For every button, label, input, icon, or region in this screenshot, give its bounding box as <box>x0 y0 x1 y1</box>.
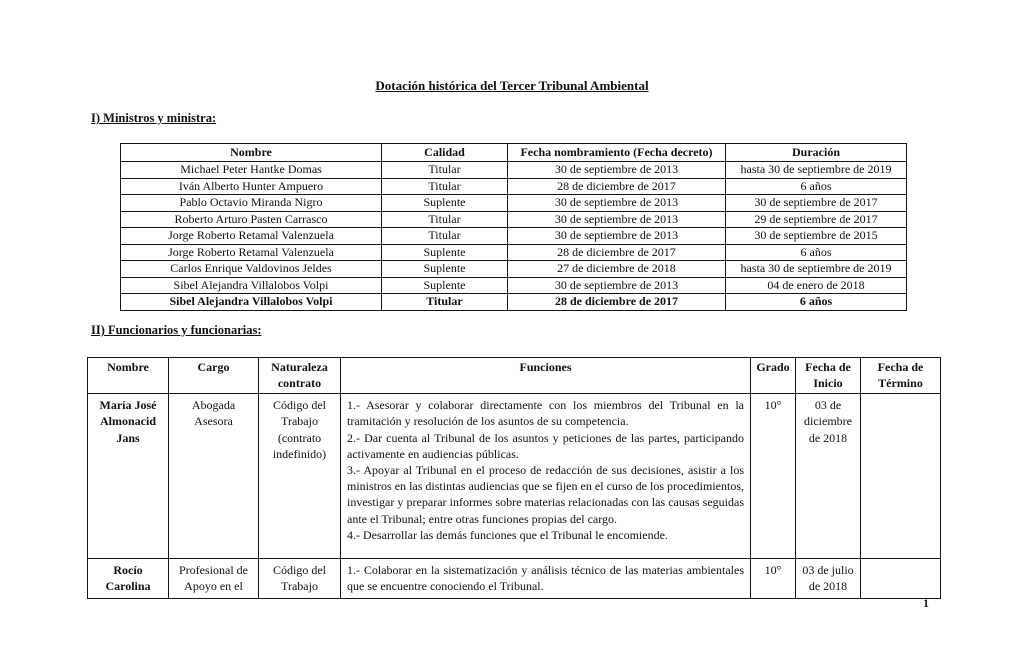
column-header: Nombre <box>88 358 169 394</box>
funcionarios-table <box>87 357 941 599</box>
ministros-table <box>120 143 907 311</box>
table-cell: 6 años <box>726 244 907 261</box>
table-cell: Jorge Roberto Retamal Valenzuela <box>121 228 382 245</box>
table-cell: Iván Alberto Hunter Ampuero <box>121 178 382 195</box>
table-cell: 30 de septiembre de 2015 <box>726 228 907 245</box>
table-row <box>121 244 907 261</box>
page-number: 1 <box>923 598 929 610</box>
cell-grado: 10° <box>751 559 796 599</box>
table-cell: hasta 30 de septiembre de 2019 <box>726 261 907 278</box>
table-cell: 30 de septiembre de 2017 <box>726 195 907 212</box>
table-cell: Pablo Octavio Miranda Nigro <box>121 195 382 212</box>
cell-termino <box>861 394 941 559</box>
table-cell: Titular <box>382 228 508 245</box>
table-cell: hasta 30 de septiembre de 2019 <box>726 162 907 179</box>
table-cell: Sibel Alejandra Villalobos Volpi <box>121 294 382 311</box>
table-row <box>121 195 907 212</box>
table-cell: 30 de septiembre de 2013 <box>508 211 726 228</box>
funcion-paragraph: 1.- Asesorar y colaborar directamente con los miembros del Tribunal en la tramitación y resolución de los asuntos de su competencia. <box>347 398 744 429</box>
table-row <box>88 394 941 559</box>
funcion-paragraph: 1.- Colaborar en la sistematización y análisis técnico de las materias ambientales que se encuentre conociendo el Tribunal. <box>347 563 744 594</box>
table-cell: Michael Peter Hantke Domas <box>121 162 382 179</box>
ministros-table-header-row <box>121 144 907 162</box>
column-header: Nombre <box>121 144 382 162</box>
funcionarios-table-body <box>88 394 941 599</box>
section-heading-funcionarios: II) Funcionarios y funcionarias: <box>91 323 262 337</box>
table-row <box>88 559 941 599</box>
table-cell: 6 años <box>726 178 907 195</box>
section-heading-ministros: I) Ministros y ministra: <box>91 111 217 125</box>
table-cell: Suplente <box>382 261 508 278</box>
cell-funciones <box>341 559 751 599</box>
table-cell: Titular <box>382 178 508 195</box>
cell-naturaleza: Código del Trabajo (contrato indefinido) <box>259 394 341 559</box>
cell-termino <box>861 559 941 599</box>
table-cell: 28 de diciembre de 2017 <box>508 294 726 311</box>
table-row <box>121 261 907 278</box>
funcion-paragraph: 3.- Apoyar al Tribunal en el proceso de redacción de sus decisiones, asistir a los ministros en las distintas audiencias que se fijen en el curso de los procedimientos, investigar y preparar informes sobre materias relacionadas con las causas seguidas ante el Tribunal; entre otras funciones propias del cargo. <box>347 463 744 526</box>
table-cell: Titular <box>382 294 508 311</box>
cell-nombre: María José Almonacid Jans <box>88 394 169 559</box>
cell-cargo: Profesional de Apoyo en el <box>169 559 259 599</box>
table-row <box>121 294 907 311</box>
table-cell: Titular <box>382 211 508 228</box>
table-cell: 30 de septiembre de 2013 <box>508 195 726 212</box>
table-cell: Titular <box>382 162 508 179</box>
column-header: Fecha nombramiento (Fecha decreto) <box>508 144 726 162</box>
funcion-paragraph: 4.- Desarrollar las demás funciones que el Tribunal le encomiende. <box>347 527 668 542</box>
table-row <box>121 277 907 294</box>
table-cell: Suplente <box>382 277 508 294</box>
table-cell: 28 de diciembre de 2017 <box>508 178 726 195</box>
table-cell: Sibel Alejandra Villalobos Volpi <box>121 277 382 294</box>
document-title: Dotación histórica del Tercer Tribunal Ambiental <box>375 78 649 93</box>
cell-inicio: 03 de diciembre de 2018 <box>796 394 861 559</box>
column-header: Calidad <box>382 144 508 162</box>
cell-nombre: Rocío Carolina <box>88 559 169 599</box>
table-cell: Suplente <box>382 244 508 261</box>
table-row <box>121 228 907 245</box>
cell-funciones <box>341 394 751 559</box>
table-cell: 29 de septiembre de 2017 <box>726 211 907 228</box>
table-row <box>121 178 907 195</box>
table-cell: Carlos Enrique Valdovinos Jeldes <box>121 261 382 278</box>
table-cell: Roberto Arturo Pasten Carrasco <box>121 211 382 228</box>
column-header: Naturaleza contrato <box>259 358 341 394</box>
cell-naturaleza: Código del Trabajo <box>259 559 341 599</box>
table-cell: 30 de septiembre de 2013 <box>508 228 726 245</box>
table-row <box>121 162 907 179</box>
funcion-paragraph: 2.- Dar cuenta al Tribunal de los asuntos y peticiones de las partes, participando activamente en audiencias públicas. <box>347 430 744 461</box>
table-cell: 6 años <box>726 294 907 311</box>
table-row <box>121 211 907 228</box>
cell-inicio: 03 de julio de 2018 <box>796 559 861 599</box>
column-header: Fecha de Inicio <box>796 358 861 394</box>
ministros-table-body <box>121 162 907 311</box>
column-header: Duración <box>726 144 907 162</box>
cell-grado: 10° <box>751 394 796 559</box>
table-cell: Suplente <box>382 195 508 212</box>
table-cell: 30 de septiembre de 2013 <box>508 162 726 179</box>
column-header: Grado <box>751 358 796 394</box>
column-header: Cargo <box>169 358 259 394</box>
table-cell: 04 de enero de 2018 <box>726 277 907 294</box>
funcionarios-table-header-row <box>88 358 941 394</box>
table-cell: 30 de septiembre de 2013 <box>508 277 726 294</box>
table-cell: 28 de diciembre de 2017 <box>508 244 726 261</box>
column-header: Fecha de Término <box>861 358 941 394</box>
cell-cargo: Abogada Asesora <box>169 394 259 559</box>
column-header: Funciones <box>341 358 751 394</box>
table-cell: Jorge Roberto Retamal Valenzuela <box>121 244 382 261</box>
table-cell: 27 de diciembre de 2018 <box>508 261 726 278</box>
